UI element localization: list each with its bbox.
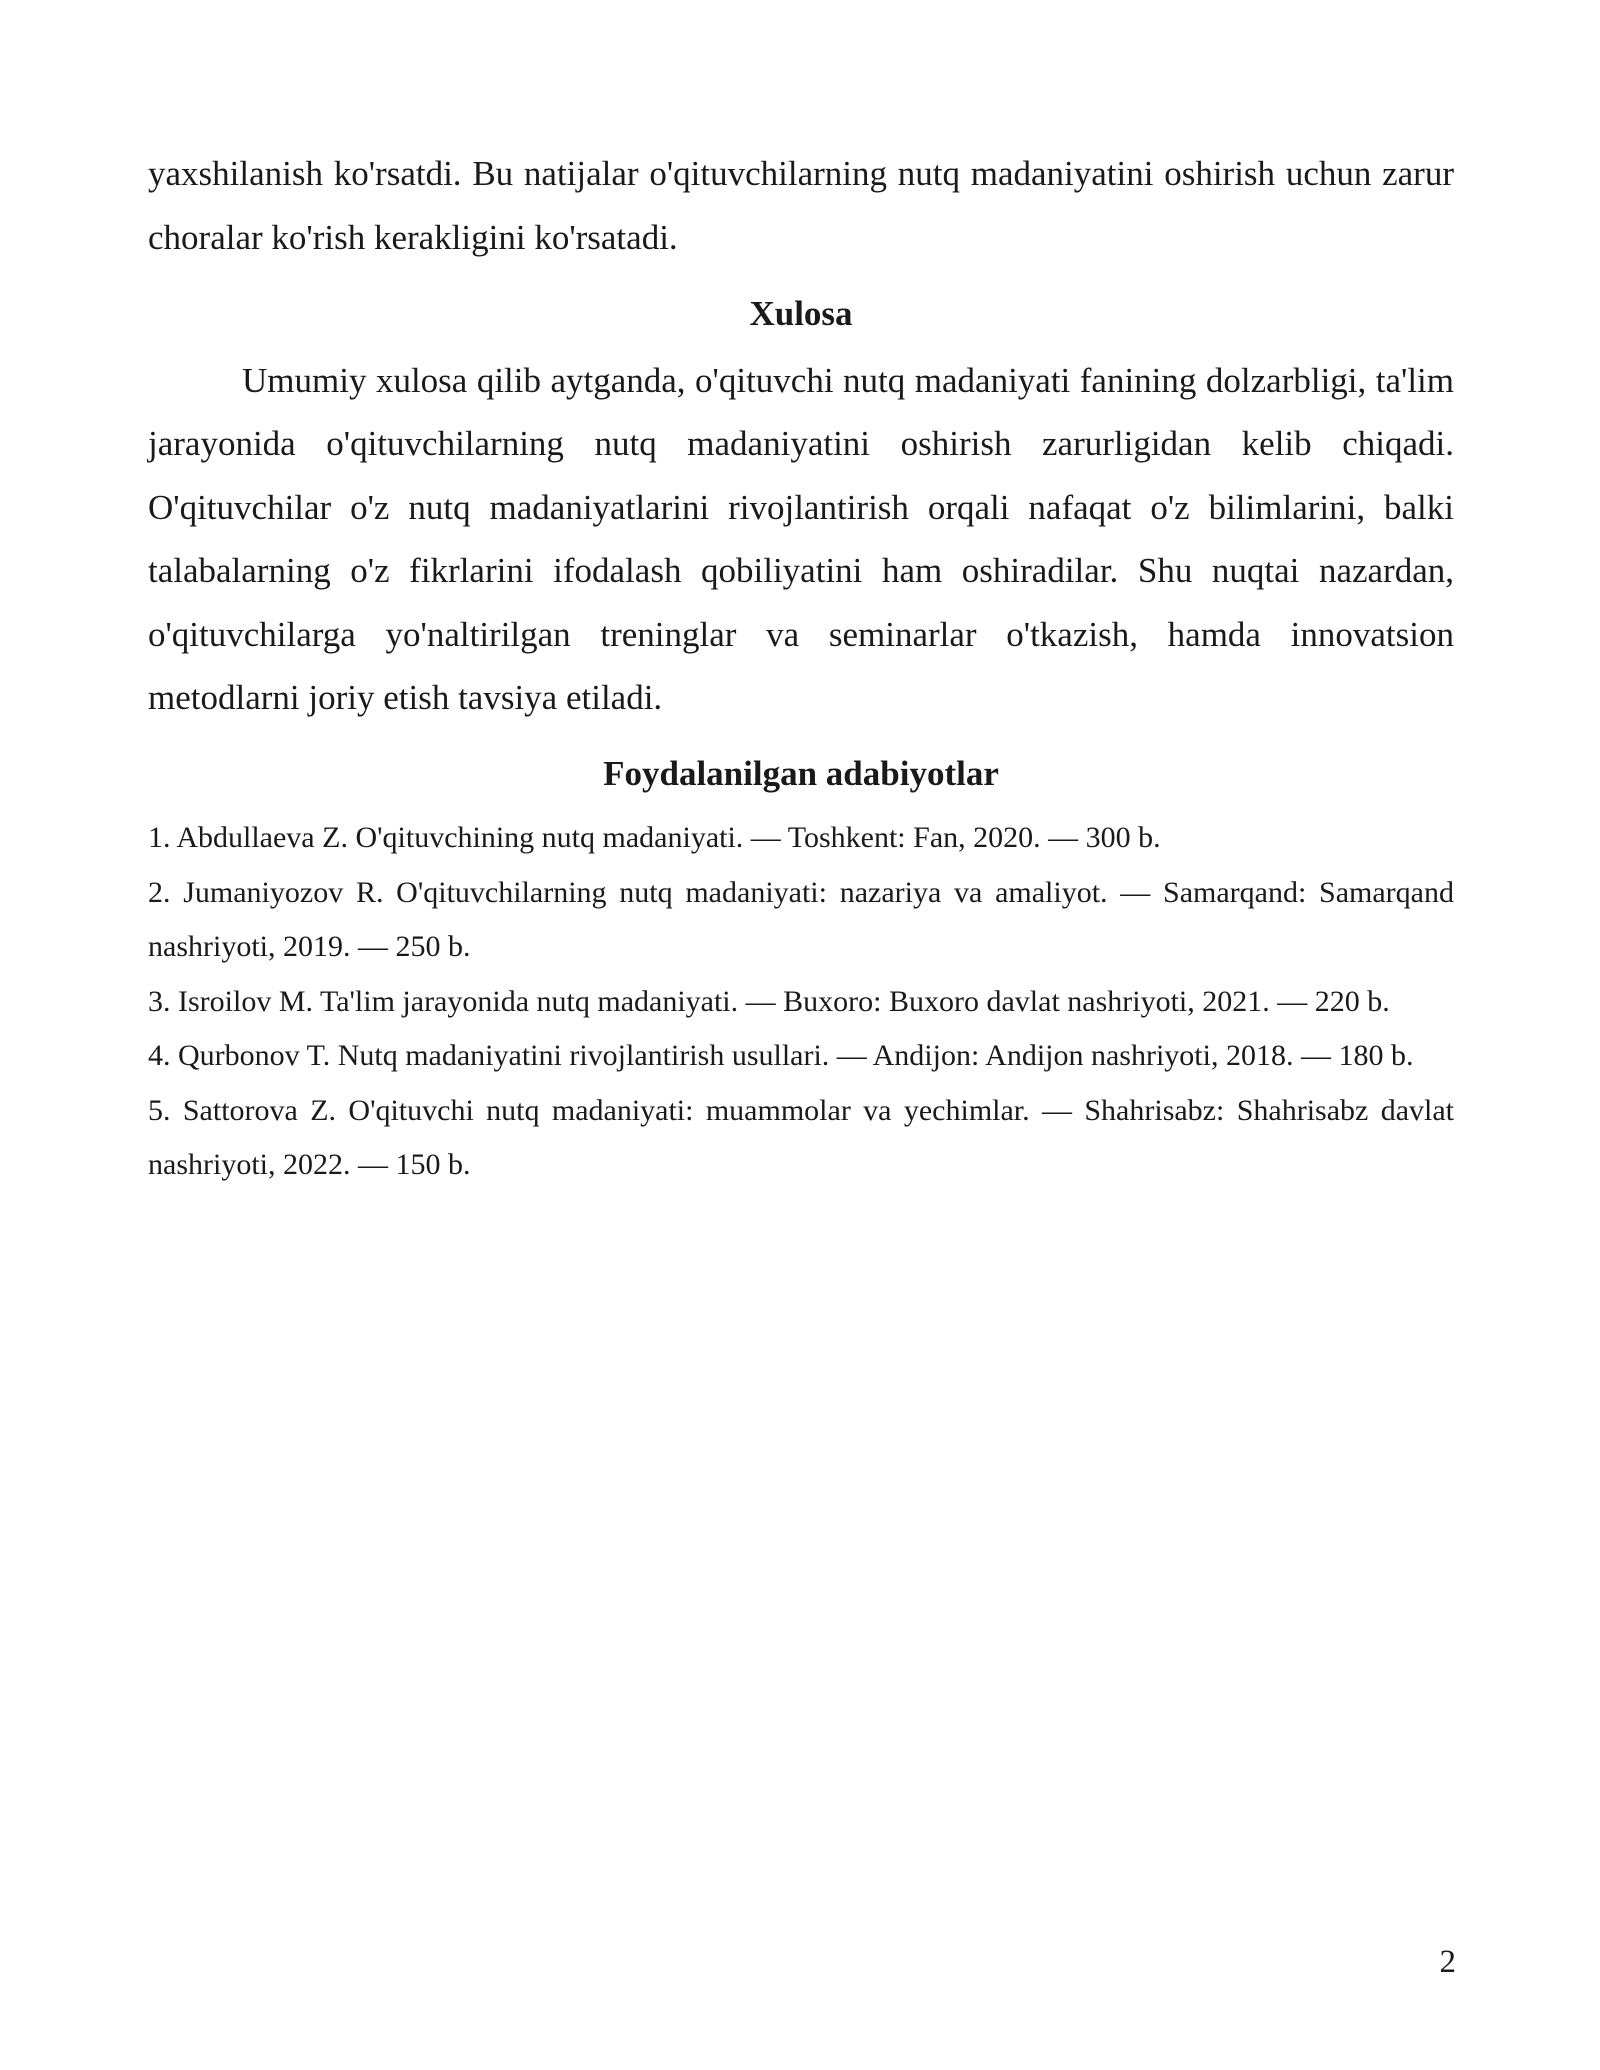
references-heading: Foydalanilgan adabiyotlar	[603, 753, 999, 793]
conclusion-heading: Xulosa	[749, 294, 853, 333]
page-content	[148, 142, 1454, 1193]
reference-item: 4. Qurbonov T. Nutq madaniyatini rivojlantirish usullari. — Andijon: Andijon nashriyoti, 2018. — 180 b.	[148, 1039, 1414, 1072]
reference-item: 5. Sattorova Z. O'qituvchi nutq madaniyati: muammolar va yechimlar. — Shahrisabz: Shahrisabz davlat nashriyoti, 2022. — 150 b.	[148, 1093, 1454, 1181]
continuation-paragraph: yaxshilanish ko'rsatdi. Bu natijalar o'qituvchilarning nutq madaniyatini oshirish uchun zarur choralar ko'rish kerakligini ko'rsatadi.	[148, 154, 1454, 257]
references-list	[148, 811, 1454, 1193]
reference-item: 1. Abdullaeva Z. O'qituvchining nutq madaniyati. — Toshkent: Fan, 2020. — 300 b.	[148, 821, 1161, 854]
page-number: 2	[1439, 1944, 1456, 1980]
reference-item: 2. Jumaniyozov R. O'qituvchilarning nutq madaniyati: nazariya va amaliyot. — Samarqand: Samarqand nashriyoti, 2019. — 250 b.	[148, 875, 1454, 963]
reference-item: 3. Isroilov M. Ta'lim jarayonida nutq madaniyati. — Buxoro: Buxoro davlat nashriyoti, 2021. — 220 b.	[148, 984, 1390, 1018]
conclusion-paragraph: Umumiy xulosa qilib aytganda, o'qituvchi nutq madaniyati fanining dolzarbligi, ta'lim jarayonida o'qituvchilarning nutq madaniyatini oshirish zarurligidan kelib chiqadi. O'qituvchilar o'z nutq madaniyatlarini rivojlantirish orqali nafaqat o'z bilimlarini, balki talabalarning o'z fikrlarini ifodalash qobiliyatini ham oshiradilar. Shu nuqtai nazardan, o'qituvchilarga yo'naltirilgan treninglar va seminarlar o'tkazish, hamda innovatsion metodlarni joriy etish tavsiya etiladi.	[148, 360, 1454, 717]
